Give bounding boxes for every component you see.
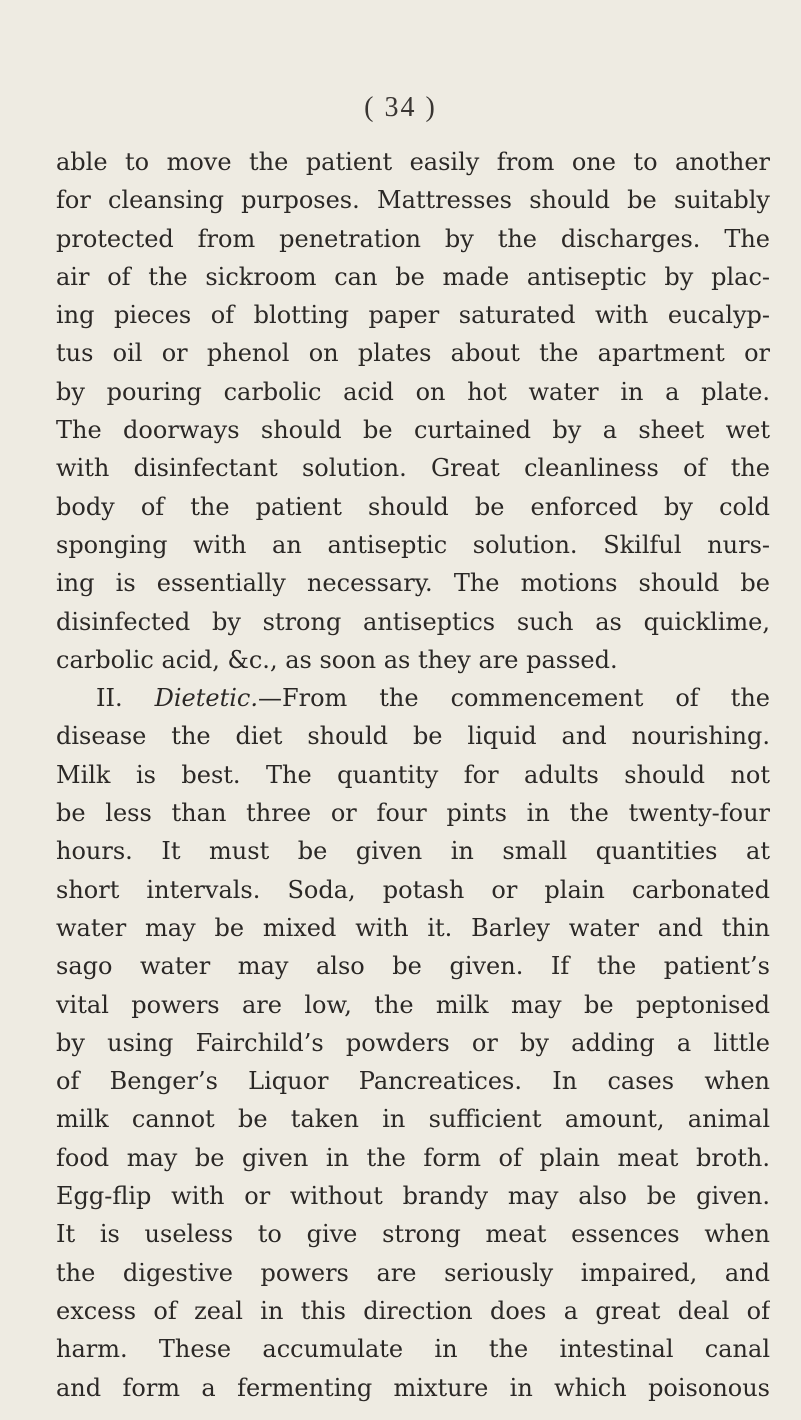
section-lead: —From the commencement of the	[257, 684, 770, 713]
text-line: short intervals. Soda, potash or plain carbonated	[56, 875, 770, 904]
text-line: food may be given in the form of plain meat broth.	[56, 1143, 770, 1172]
text-line: It is useless to give strong meat essences when	[56, 1220, 770, 1249]
text-line: able to move the patient easily from one to another	[56, 148, 770, 176]
body-text	[56, 143, 770, 1407]
page-number: ( 34 )	[364, 92, 437, 123]
text-line: water may be mixed with it. Barley water and thin	[56, 913, 770, 942]
text-line: disease the diet should be liquid and nourishing.	[56, 722, 770, 751]
text-line: disinfected by strong antiseptics such as quicklime,	[56, 607, 770, 636]
text-line: of Benger’s Liquor Pancreatices. In cases when	[56, 1067, 770, 1096]
text-line: and form a fermenting mixture in which poisonous	[56, 1373, 770, 1402]
section-heading: Dietetic.	[154, 684, 258, 713]
text-line: vital powers are low, the milk may be peptonised	[56, 990, 770, 1019]
text-line: The doorways should be curtained by a sheet wet	[56, 416, 770, 445]
text-line: excess of zeal in this direction does a great deal of	[56, 1296, 770, 1325]
text-line: ing pieces of blotting paper saturated with eucalyp-	[56, 301, 770, 330]
text-line: by pouring carbolic acid on hot water in a plate.	[56, 377, 770, 406]
text-line: air of the sickroom can be made antiseptic by plac-	[56, 262, 770, 291]
section-numeral: II.	[96, 684, 123, 713]
text-line: tus oil or phenol on plates about the apartment or	[56, 339, 770, 368]
text-line: body of the patient should be enforced by cold	[56, 492, 770, 521]
text-line: sago water may also be given. If the patient’s	[56, 952, 770, 981]
text-line: for cleansing purposes. Mattresses should be suitably	[56, 186, 770, 215]
text-line: harm. These accumulate in the intestinal canal	[56, 1335, 770, 1364]
text-line: carbolic acid, &c., as soon as they are passed.	[56, 645, 618, 674]
text-line: ing is essentially necessary. The motions should be	[56, 569, 770, 598]
text-line: Egg-flip with or without brandy may also be given.	[56, 1182, 770, 1211]
text-line: the digestive powers are seriously impaired, and	[56, 1258, 770, 1287]
text-line: with disinfectant solution. Great cleanliness of the	[56, 454, 770, 483]
text-line: by using Fairchild’s powders or by adding a little	[56, 1028, 770, 1057]
text-line: protected from penetration by the discharges. The	[56, 224, 770, 253]
text-line: milk cannot be taken in sufficient amount, animal	[56, 1105, 770, 1134]
text-line: be less than three or four pints in the twenty-four	[56, 799, 770, 828]
text-line: Milk is best. The quantity for adults should not	[56, 760, 770, 789]
text-line: hours. It must be given in small quantities at	[56, 837, 770, 866]
section-heading-line	[56, 679, 770, 717]
text-line: sponging with an antiseptic solution. Skilful nurs-	[56, 530, 770, 559]
